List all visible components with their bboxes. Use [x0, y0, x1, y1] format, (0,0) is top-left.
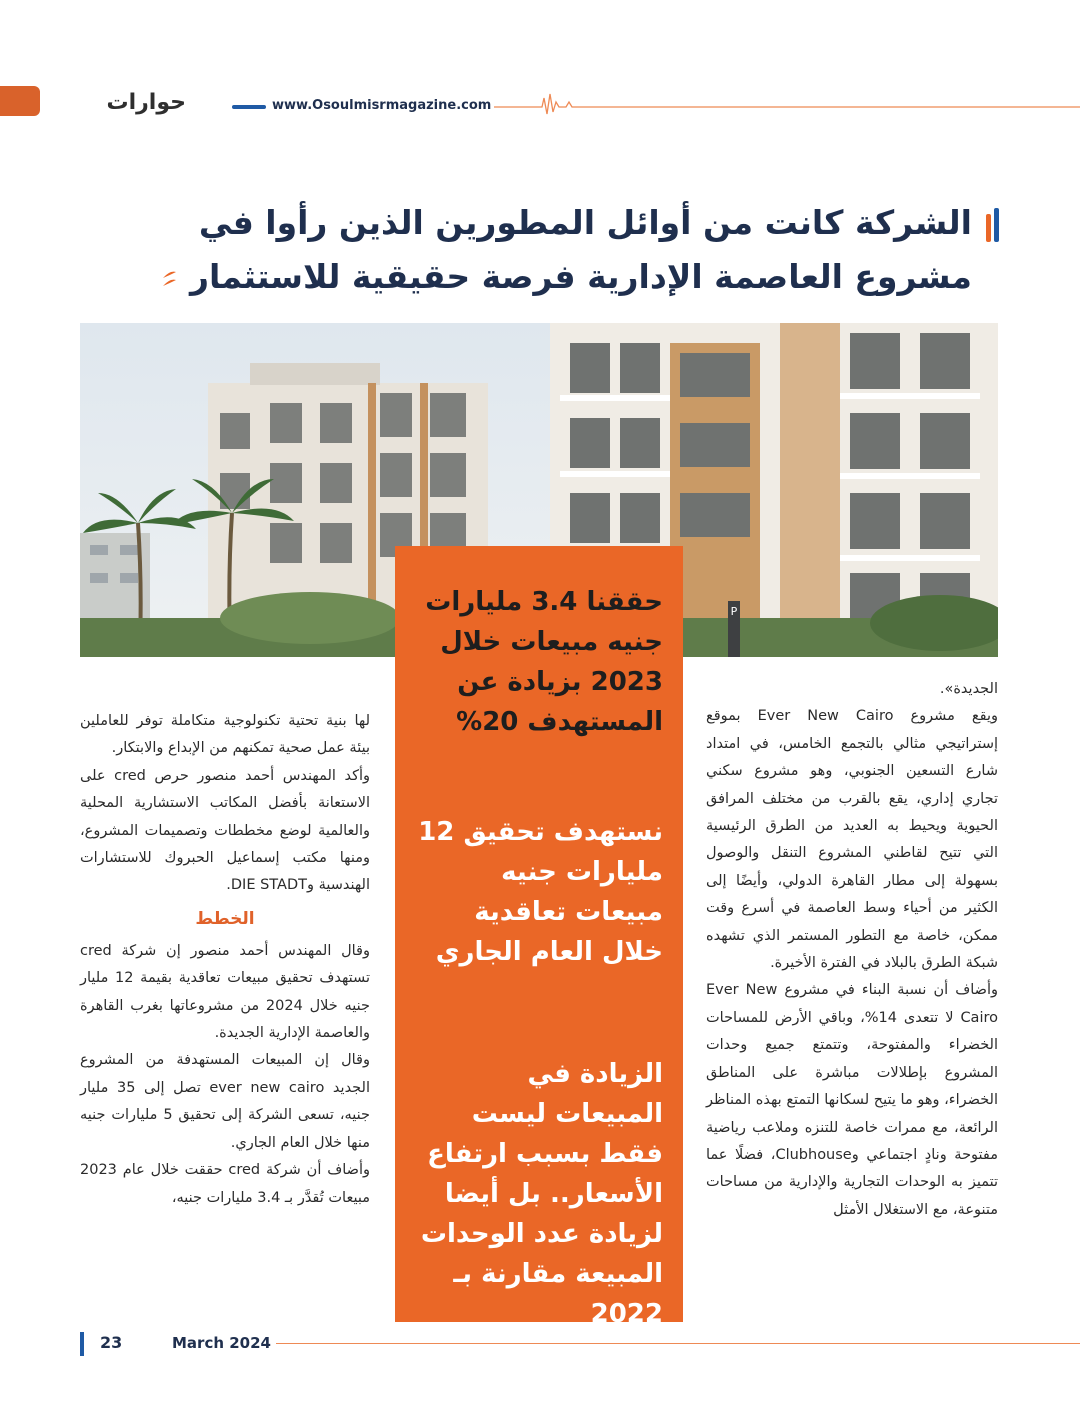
- page-number: 23: [100, 1333, 123, 1352]
- headline-line-1: الشركة كانت من أوائل المطورين الذين رأوا في: [198, 203, 972, 242]
- parking-sign-text: P: [730, 605, 738, 618]
- website-url[interactable]: www.Osoulmisrmagazine.com: [272, 98, 492, 113]
- footer-accent-bar: [80, 1332, 84, 1356]
- paragraph: وقال المهندس أحمد منصور إن شركة cred تستهدف تحقيق مبيعات تعاقدية بقيمة 12 مليار جنيه خلال 2024 من مشروعاتها بغرب القاهرة والعاصمة الإدارية الجديدة.: [80, 942, 371, 1042]
- highlight-quote-2: نستهدف تحقيق 12 مليارات جنيه مبيعات تعاقدية خلال العام الجاري: [418, 817, 663, 967]
- header-pulse-line: [494, 90, 1080, 120]
- highlight-quote-1: حققنا 3.4 مليارات جنيه مبيعات خلال 2023 بزيادة عن المستهدف 20%: [425, 587, 663, 737]
- headline-line-2: مشروع العاصمة الإدارية فرصة حقيقية للاستثمار: [100, 250, 972, 304]
- paragraph: ويقع مشروع Ever New Cairo بموقع إستراتيجي مثالي بالتجمع الخامس، في امتداد شارع التسعين الجنوبي، وهو مشروع سكني تجاري إداري، يقع بالقرب من مختلف المرافق الحيوية ويحيط به العديد من الطرق الرئيسية التي تتيح لقاطني المشروع التنقل والوصول بسهولة إلى مطار القاهرة الدولي، وأيضًا إلى الكثير من أحياء وسط العاصمة في أسرع وقت ممكن، خاصة مع التطور المستمر الذي تشهده شبكة الطرق بالبلاد في الفترة الأخيرة.: [706, 708, 998, 972]
- paragraph: الجديدة».: [939, 681, 998, 697]
- leaf-mark-icon: [162, 270, 176, 288]
- paragraph: وأكد المهندس أحمد منصور حرص cred على الاستعانة بأفضل المكاتب الاستشارية المحلية والعالمية لوضع مخططات وتصميمات المشروع، ومنها مكتب إسماعيل الحبروك للاستشارات الهندسية وDIE STADT.: [80, 767, 370, 894]
- issue-date: March 2024: [172, 1334, 271, 1352]
- article-headline: [100, 196, 972, 304]
- paragraph: وأضاف أن شركة cred حققت خلال عام 2023 مبيعات تُقدَّر بـ 3.4 مليارات جنيه،: [80, 1162, 370, 1206]
- top-accent-tab: [0, 86, 40, 116]
- highlight-quote-3: الزيادة في المبيعات ليست فقط بسبب ارتفاع الأسعار.. بل أيضا لزيادة عدد الوحدات المبيعة مقارنة بـ 2022: [420, 1059, 663, 1329]
- headline-accent-icon: [986, 208, 1000, 242]
- paragraph: لها بنية تحتية تكنولوجية متكاملة توفر للعاملين بيئة عمل صحية تمكنهم من الإبداع والابتكار.: [80, 713, 370, 757]
- footer-rule: [276, 1343, 1080, 1344]
- paragraph: وقال إن المبيعات المستهدفة من المشروع الجديد ever new cairo تصل إلى 35 مليار جنيه، تسعى الشركة إلى تحقيق 5 مليارات جنيه منها خلال العام الجاري.: [80, 1052, 370, 1151]
- section-label: حوارات: [106, 90, 186, 115]
- article-column-right: [706, 676, 998, 1224]
- article-column-left: [80, 708, 370, 1212]
- paragraph: وأضاف أن نسبة البناء في مشروع Ever New Cairo لا تتعدى 14%، وباقي الأرض للمساحات الخضراء والمفتوحة، وتتمتع جميع وحدات المشروع بإطلالات مباشرة على المناطق الخضراء، وهو ما يتيح لسكانها التمتع بهذه المناظر الرائعة، مع ممرات خاصة للتنزه وملاعب رياضية مفتوحة ونادٍ اجتماعي وClubhouse، فضلًا عما تتميز به الوحدات التجارية والإدارية من مساحات متنوعة، مع الاستغلال الأمثل: [706, 982, 998, 1218]
- highlight-box: [395, 546, 683, 1329]
- section-subheading: الخطط: [195, 908, 255, 929]
- url-dash-decoration: [232, 105, 266, 109]
